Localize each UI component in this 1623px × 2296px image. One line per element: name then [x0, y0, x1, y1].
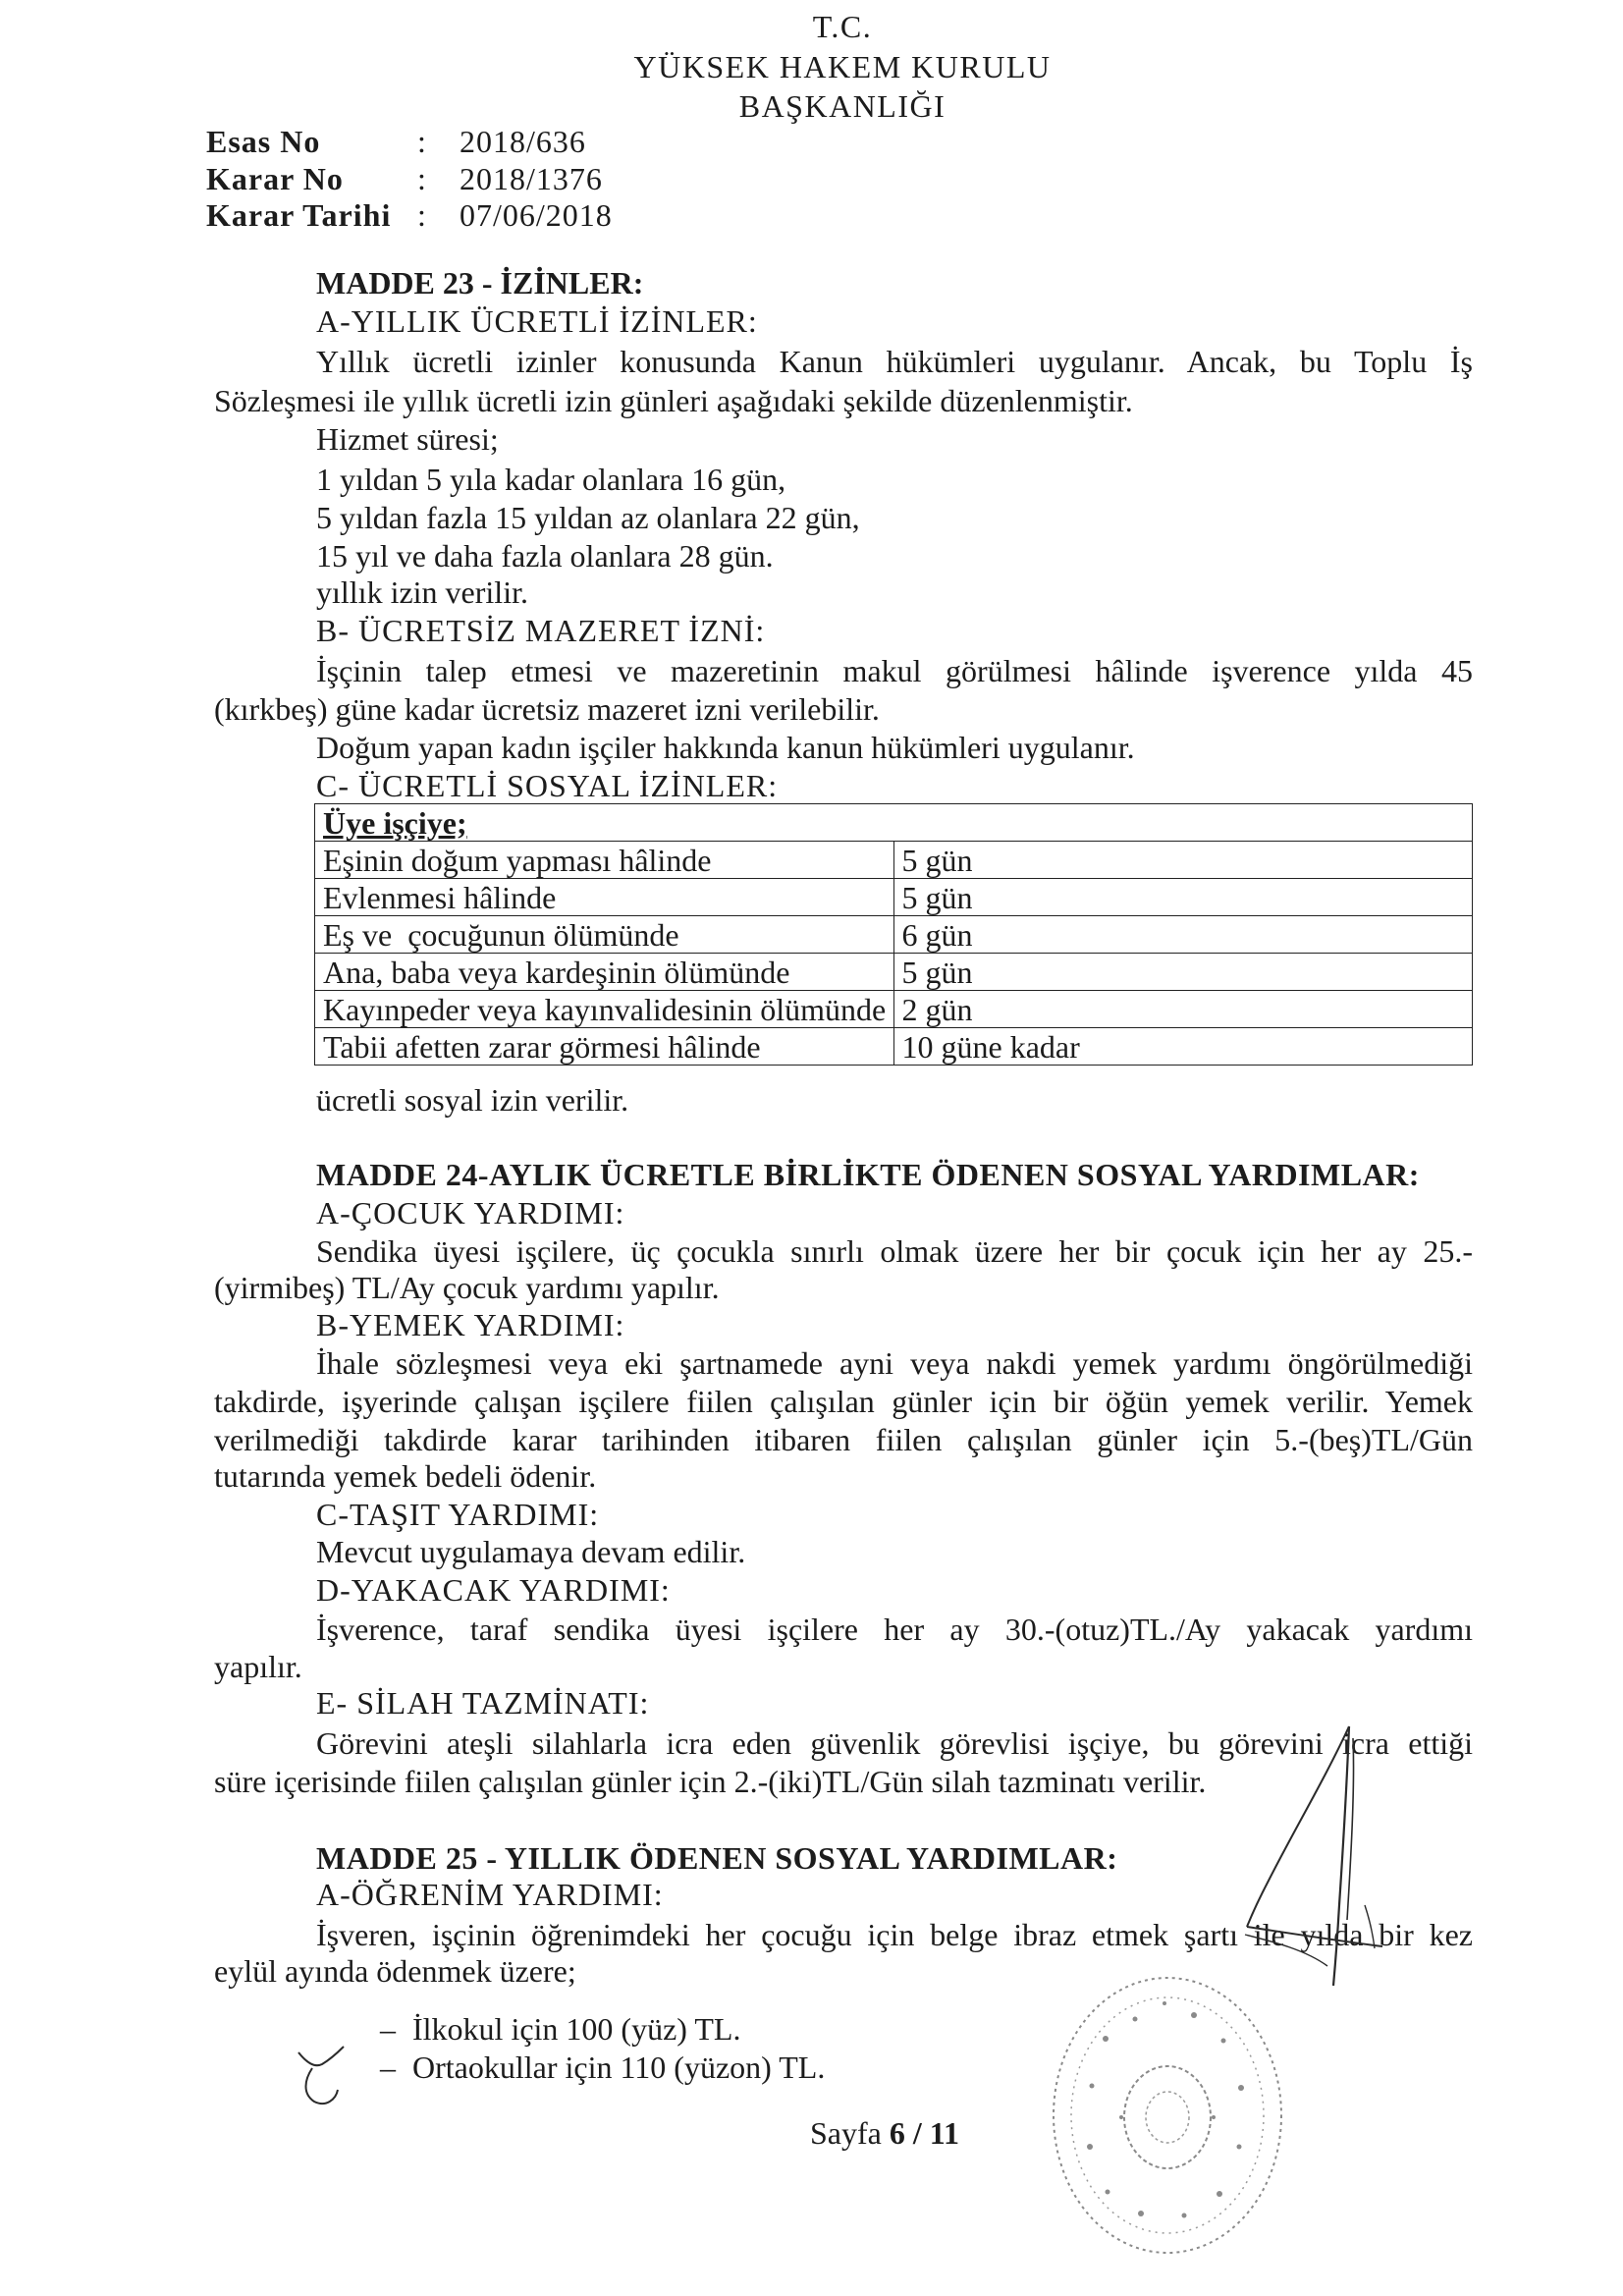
leave-days-cell: 10 güne kadar: [893, 1028, 1473, 1066]
madde24-b-para-line: İhale sözleşmesi veya eki şartnamede ayni veya nakdi yemek yardımı öngörülmediği: [316, 1345, 1473, 1381]
madde23-a-para-line: Yıllık ücretli izinler konusunda Kanun hükümleri uygulanır. Ancak, bu Toplu İş: [316, 344, 1473, 379]
table-row: [315, 879, 1473, 916]
official-stamp: [1047, 1970, 1288, 2261]
madde24-title: MADDE 24-AYLIK ÜCRETLE BİRLİKTE ÖDENEN SOSYAL YARDIMLAR:: [316, 1157, 1420, 1192]
madde23-b-note: Doğum yapan kadın işçiler hakkında kanun hükümleri uygulanır.: [316, 730, 1135, 765]
esas-no-label: Esas No: [206, 124, 321, 159]
leave-days-cell: 6 gün: [893, 916, 1473, 954]
list-item: Ortaokullar için 110 (yüzon) TL.: [412, 2050, 826, 2085]
table-header-cell: [315, 804, 1473, 842]
madde23-a-para-line: Sözleşmesi ile yıllık ücretli izin günleri aşağıdaki şekilde düzenlenmiştir.: [214, 383, 1133, 418]
leave-event-cell: Kayınpeder veya kayınvalidesinin ölümünde: [315, 991, 894, 1028]
leave-event-cell: Tabii afetten zarar görmesi hâlinde: [315, 1028, 894, 1066]
table-row: [315, 954, 1473, 991]
header-presidency: BAŞKANLIĞI: [738, 88, 947, 124]
madde23-a-closing: yıllık izin verilir.: [316, 574, 528, 610]
page-indicator: [810, 2115, 959, 2152]
madde24-d-title: D-YAKACAK YARDIMI:: [316, 1572, 671, 1608]
madde24-d-para-line: yapılır.: [214, 1649, 302, 1684]
signature: [1217, 1709, 1414, 1994]
madde25-a-title: A-ÖĞRENİM YARDIMI:: [316, 1877, 664, 1912]
madde23-c-closing: ücretli sosyal izin verilir.: [316, 1082, 629, 1118]
header-institution: YÜKSEK HAKEM KURULU: [633, 49, 1052, 84]
leave-days-cell: 5 gün: [893, 879, 1473, 916]
madde23-b-para-line: (kırkbeş) güne kadar ücretsiz mazeret izni verilebilir.: [214, 691, 880, 727]
madde23-b-para-line: İşçinin talep etmesi ve mazeretinin makul görülmesi hâlinde işverence yılda 45: [316, 653, 1473, 688]
madde23-title: MADDE 23 - İZİNLER:: [316, 265, 644, 301]
service-item: 5 yıldan fazla 15 yıldan az olanlara 22 gün,: [316, 500, 860, 535]
madde25-a-para-line: İşveren, işçinin öğrenimdeki her çocuğu için belge ibraz etmek şartı ile yılda bir kez: [316, 1917, 1473, 1952]
table-row: [315, 991, 1473, 1028]
karar-tarihi-label: Karar Tarihi: [206, 197, 392, 233]
madde24-b-title: B-YEMEK YARDIMI:: [316, 1307, 625, 1342]
madde24-c-title: C-TAŞIT YARDIMI:: [316, 1497, 600, 1532]
list-item: İlkokul için 100 (yüz) TL.: [412, 2011, 741, 2047]
madde24-b-para-line: verilmediği takdirde karar tarihinden itibaren fiilen çalışılan günler için 5.-(beş)TL/Gün: [214, 1422, 1473, 1457]
initials-mark: [293, 2043, 352, 2111]
social-leave-table: [314, 803, 1473, 1066]
esas-no-colon: :: [417, 124, 426, 159]
esas-no-value: 2018/636: [460, 124, 586, 159]
karar-no-colon: :: [417, 161, 426, 196]
madde23-c-title: C- ÜCRETLİ SOSYAL İZİNLER:: [316, 768, 779, 803]
madde24-a-para-line: (yirmibeş) TL/Ay çocuk yardımı yapılır.: [214, 1270, 720, 1305]
list-bullet: –: [380, 2050, 396, 2085]
header-tc: T.C.: [812, 9, 873, 44]
madde24-a-title: A-ÇOCUK YARDIMI:: [316, 1195, 625, 1230]
madde24-a-para-line: Sendika üyesi işçilere, üç çocukla sınırlı olmak üzere her bir çocuk için her ay 25.-: [316, 1233, 1473, 1269]
table-row: [315, 1028, 1473, 1066]
madde25-a-para-line: eylül ayında ödenmek üzere;: [214, 1953, 576, 1989]
madde24-c-para-line: Mevcut uygulamaya devam edilir.: [316, 1534, 746, 1569]
service-item: 15 yıl ve daha fazla olanlara 28 gün.: [316, 538, 774, 574]
leave-event-cell: Eş ve çocuğunun ölümünde: [315, 916, 894, 954]
leave-days-cell: 5 gün: [893, 842, 1473, 879]
table-header-label: Üye işçiye;: [323, 804, 467, 841]
madde24-e-para-line: süre içerisinde fiilen çalışılan günler için 2.-(iki)TL/Gün silah tazminatı verilir.: [214, 1764, 1207, 1799]
leave-days-cell: 2 gün: [893, 991, 1473, 1028]
leave-event-cell: Evlenmesi hâlinde: [315, 879, 894, 916]
table-header-row: [315, 804, 1473, 842]
karar-tarihi-colon: :: [417, 197, 426, 233]
table-row: [315, 916, 1473, 954]
madde24-b-para-line: takdirde, işyerinde çalışan işçilere fiilen çalışılan günler için bir öğün yemek verilir. Yemek: [214, 1384, 1473, 1419]
madde25-title: MADDE 25 - YILLIK ÖDENEN SOSYAL YARDIMLAR:: [316, 1840, 1118, 1876]
madde23-b-title: B- ÜCRETSİZ MAZERET İZNİ:: [316, 613, 766, 648]
karar-no-label: Karar No: [206, 161, 344, 196]
list-bullet: –: [380, 2011, 396, 2047]
leave-event-cell: Eşinin doğum yapması hâlinde: [315, 842, 894, 879]
madde23-a-title: A-YILLIK ÜCRETLİ İZİNLER:: [316, 303, 758, 339]
service-label: Hizmet süresi;: [316, 421, 499, 457]
table-row: [315, 842, 1473, 879]
leave-event-cell: Ana, baba veya kardeşinin ölümünde: [315, 954, 894, 991]
madde24-d-para-line: İşverence, taraf sendika üyesi işçilere her ay 30.-(otuz)TL./Ay yakacak yardımı: [316, 1612, 1473, 1647]
madde24-b-para-line: tutarında yemek bedeli ödenir.: [214, 1458, 597, 1494]
karar-no-value: 2018/1376: [460, 161, 603, 196]
leave-days-cell: 5 gün: [893, 954, 1473, 991]
madde24-e-title: E- SİLAH TAZMİNATI:: [316, 1685, 650, 1721]
page-number: 6 / 11: [889, 2115, 959, 2151]
service-item: 1 yıldan 5 yıla kadar olanlara 16 gün,: [316, 462, 786, 497]
karar-tarihi-value: 07/06/2018: [460, 197, 613, 233]
madde24-e-para-line: Görevini ateşli silahlarla icra eden güvenlik görevlisi işçiye, bu görevini icra ettiği: [316, 1725, 1473, 1761]
page-label: Sayfa: [810, 2115, 882, 2151]
